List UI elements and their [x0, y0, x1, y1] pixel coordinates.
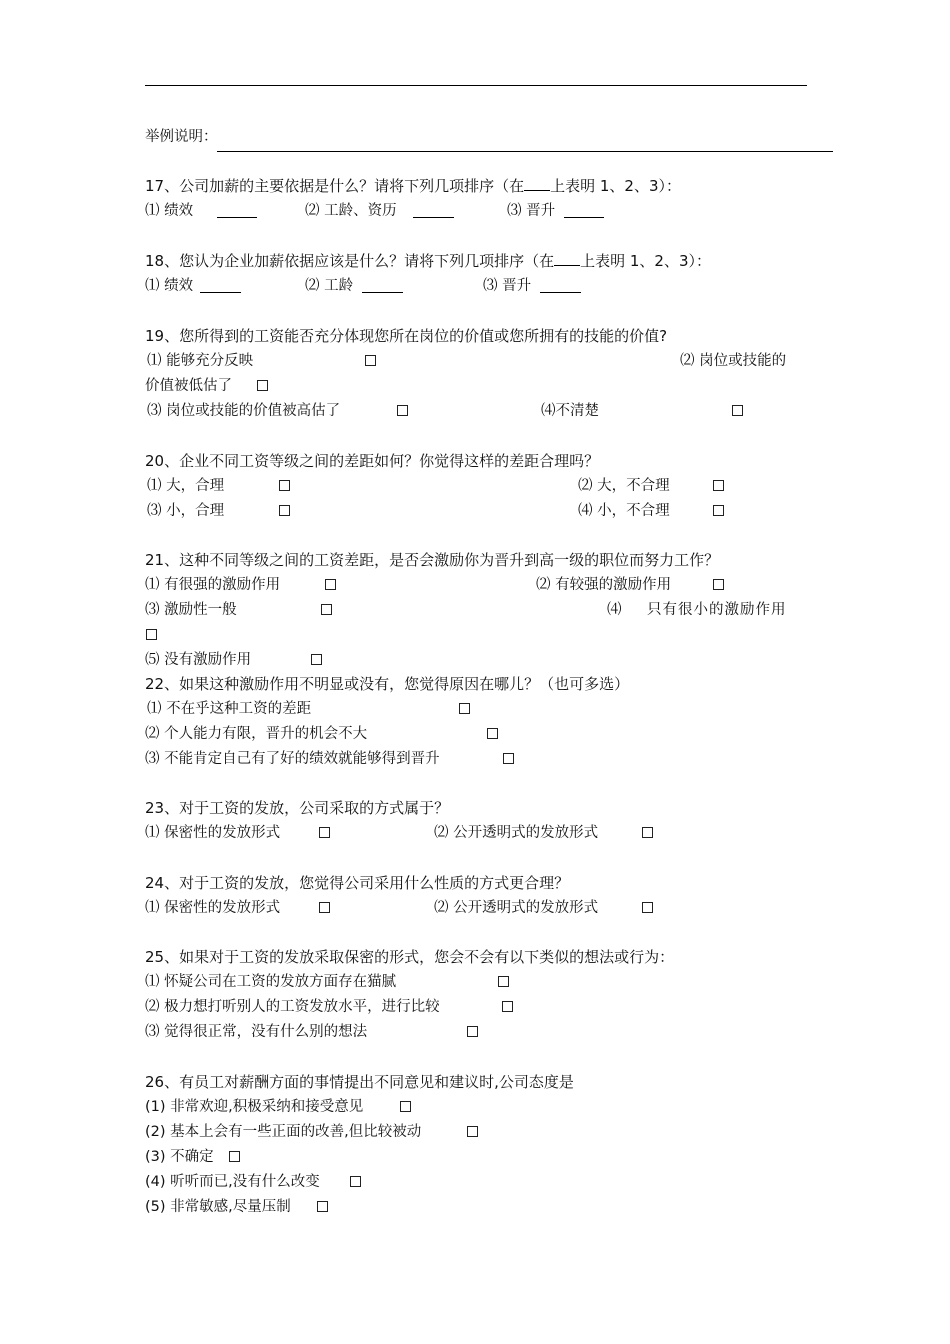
- q20-option-4: ⑷ 小，不合理: [578, 503, 670, 519]
- q25-option-1: ⑴ 怀疑公司在工资的发放方面存在猫腻: [145, 974, 397, 990]
- q19-option-1: ⑴ 能够充分反映: [147, 353, 254, 369]
- q19-option-3-checkbox[interactable]: [397, 405, 408, 416]
- q18-option-3-blank[interactable]: [540, 278, 581, 293]
- q17-option-1-blank[interactable]: [217, 203, 257, 218]
- q18-option-2-label: ⑵ 工龄: [305, 278, 354, 294]
- q17-question: [145, 176, 681, 196]
- q23-option-2-checkbox[interactable]: [642, 827, 653, 838]
- q25-option-3: ⑶ 觉得很正常，没有什么别的想法: [145, 1024, 368, 1040]
- q18-option-3: [483, 276, 531, 296]
- q19-option-2-line2: 价值被低估了: [145, 378, 232, 394]
- q20-option-2: ⑵ 大，不合理: [578, 478, 670, 494]
- q20-option-1: ⑴ 大，合理: [147, 478, 225, 494]
- q26-option-1: (1) 非常欢迎,积极采纳和接受意见: [145, 1099, 364, 1115]
- q17-option-2-blank[interactable]: [413, 203, 454, 218]
- example-label: 举例说明：: [145, 129, 218, 145]
- q22-option-1: ⑴ 不在乎这种工资的差距: [147, 701, 312, 717]
- q21-option-5: ⑸ 没有激励作用: [145, 652, 252, 668]
- q23-option-2: ⑵ 公开透明式的发放形式: [434, 825, 599, 841]
- q22-option-2-checkbox[interactable]: [487, 728, 498, 739]
- q24-question: 24、对于工资的发放，您觉得公司采用什么性质的方式更合理？: [145, 874, 570, 892]
- q26-option-4: (4) 听听而已,没有什么改变: [145, 1174, 320, 1190]
- q26-option-4-checkbox[interactable]: [350, 1176, 361, 1187]
- q26-option-5-checkbox[interactable]: [317, 1201, 328, 1212]
- q26-option-5: (5) 非常敏感,尽量压制: [145, 1199, 291, 1215]
- q25-option-3-checkbox[interactable]: [467, 1026, 478, 1037]
- q26-option-3: (3) 不确定: [145, 1149, 214, 1165]
- q21-option-3-checkbox[interactable]: [321, 604, 332, 615]
- q22-option-1-checkbox[interactable]: [459, 703, 470, 714]
- q22-option-3-checkbox[interactable]: [503, 753, 514, 764]
- q17-option-1: [145, 201, 193, 221]
- q18-question-pre: 18、您认为企业加薪依据应该是什么？请将下列几项排序（在: [145, 252, 555, 270]
- q21-question: 21、这种不同等级之间的工资差距，是否会激励你为晋升到高一级的职位而努力工作？: [145, 551, 720, 569]
- q26-option-2-checkbox[interactable]: [467, 1126, 478, 1137]
- q22-option-3: ⑶ 不能肯定自己有了好的绩效就能够得到晋升: [145, 751, 440, 767]
- q17-option-3-blank[interactable]: [564, 203, 604, 218]
- q18-option-1: [145, 276, 193, 296]
- q18-option-2-blank[interactable]: [362, 278, 403, 293]
- q20-option-3-checkbox[interactable]: [279, 505, 290, 516]
- q19-option-2-checkbox[interactable]: [257, 380, 268, 391]
- q21-option-4-number: ⑷: [607, 602, 622, 618]
- q22-option-2: ⑵ 个人能力有限，晋升的机会不大: [145, 726, 368, 742]
- q17-option-2-label: ⑵ 工龄、资历: [305, 203, 397, 219]
- q21-option-3: ⑶ 激励性一般: [145, 602, 237, 618]
- q22-question: 22、如果这种激励作用不明显或没有，您觉得原因在哪儿？（也可多选）: [145, 675, 630, 693]
- q25-option-1-checkbox[interactable]: [498, 976, 509, 987]
- q17-option-2: [305, 201, 397, 221]
- q19-option-4-checkbox[interactable]: [732, 405, 743, 416]
- q26-option-3-checkbox[interactable]: [229, 1151, 240, 1162]
- q24-option-1-checkbox[interactable]: [319, 902, 330, 913]
- q25-option-2: ⑵ 极力想打听别人的工资发放水平，进行比较: [145, 999, 440, 1015]
- q17-question-pre: 17、公司加薪的主要依据是什么？请将下列几项排序（在: [145, 177, 525, 195]
- q26-option-1-checkbox[interactable]: [400, 1101, 411, 1112]
- example-answer-line: [217, 151, 833, 152]
- q18-inline-blank: [554, 251, 580, 266]
- q20-option-4-checkbox[interactable]: [713, 505, 724, 516]
- q20-option-2-checkbox[interactable]: [713, 480, 724, 491]
- q21-option-1-checkbox[interactable]: [325, 579, 336, 590]
- q26-option-2: (2) 基本上会有一些正面的改善,但比较被动: [145, 1124, 422, 1140]
- q19-option-1-checkbox[interactable]: [365, 355, 376, 366]
- q21-option-2-checkbox[interactable]: [713, 579, 724, 590]
- q25-question: 25、如果对于工资的发放采取保密的形式，您会不会有以下类似的想法或行为：: [145, 948, 675, 966]
- q24-option-1: ⑴ 保密性的发放形式: [145, 900, 281, 916]
- q20-option-3: ⑶ 小，合理: [147, 503, 225, 519]
- q18-question-post: 上表明 1、2、3）：: [580, 252, 711, 270]
- q20-question: 20、企业不同工资等级之间的差距如何？你觉得这样的差距合理吗？: [145, 452, 600, 470]
- q17-question-post: 上表明 1、2、3）：: [550, 177, 681, 195]
- q17-option-3-label: ⑶ 晋升: [507, 203, 556, 219]
- q23-question: 23、对于工资的发放，公司采取的方式属于？: [145, 799, 450, 817]
- q19-option-4: ⑷不清楚: [541, 403, 599, 419]
- q23-option-1-checkbox[interactable]: [319, 827, 330, 838]
- q21-option-4-checkbox[interactable]: [146, 629, 157, 640]
- q21-option-5-checkbox[interactable]: [311, 654, 322, 665]
- q18-option-1-blank[interactable]: [200, 278, 241, 293]
- q23-option-1: ⑴ 保密性的发放形式: [145, 825, 281, 841]
- q19-option-2-line1: ⑵ 岗位或技能的: [680, 353, 787, 369]
- q18-option-2: [305, 276, 353, 296]
- q21-option-2: ⑵ 有较强的激励作用: [536, 577, 672, 593]
- q24-option-2-checkbox[interactable]: [642, 902, 653, 913]
- q25-option-2-checkbox[interactable]: [502, 1001, 513, 1012]
- q21-option-1: ⑴ 有很强的激励作用: [145, 577, 281, 593]
- q21-option-4: 只有很小的激励作用: [647, 602, 787, 618]
- top-rule: [145, 85, 807, 86]
- q18-option-3-label: ⑶ 晋升: [483, 278, 532, 294]
- q17-option-1-label: ⑴ 绩效: [145, 203, 194, 219]
- q18-option-1-label: ⑴ 绩效: [145, 278, 194, 294]
- q20-option-1-checkbox[interactable]: [279, 480, 290, 491]
- q26-question: 26、有员工对薪酬方面的事情提出不同意见和建议时,公司态度是: [145, 1073, 574, 1091]
- q19-option-3: ⑶ 岗位或技能的价值被高估了: [147, 403, 341, 419]
- q17-option-3: [507, 201, 555, 221]
- q19-question: 19、您所得到的工资能否充分体现您所在岗位的价值或您所拥有的技能的价值?: [145, 327, 668, 345]
- q17-inline-blank: [524, 176, 550, 191]
- q18-question: [145, 251, 711, 271]
- q24-option-2: ⑵ 公开透明式的发放形式: [434, 900, 599, 916]
